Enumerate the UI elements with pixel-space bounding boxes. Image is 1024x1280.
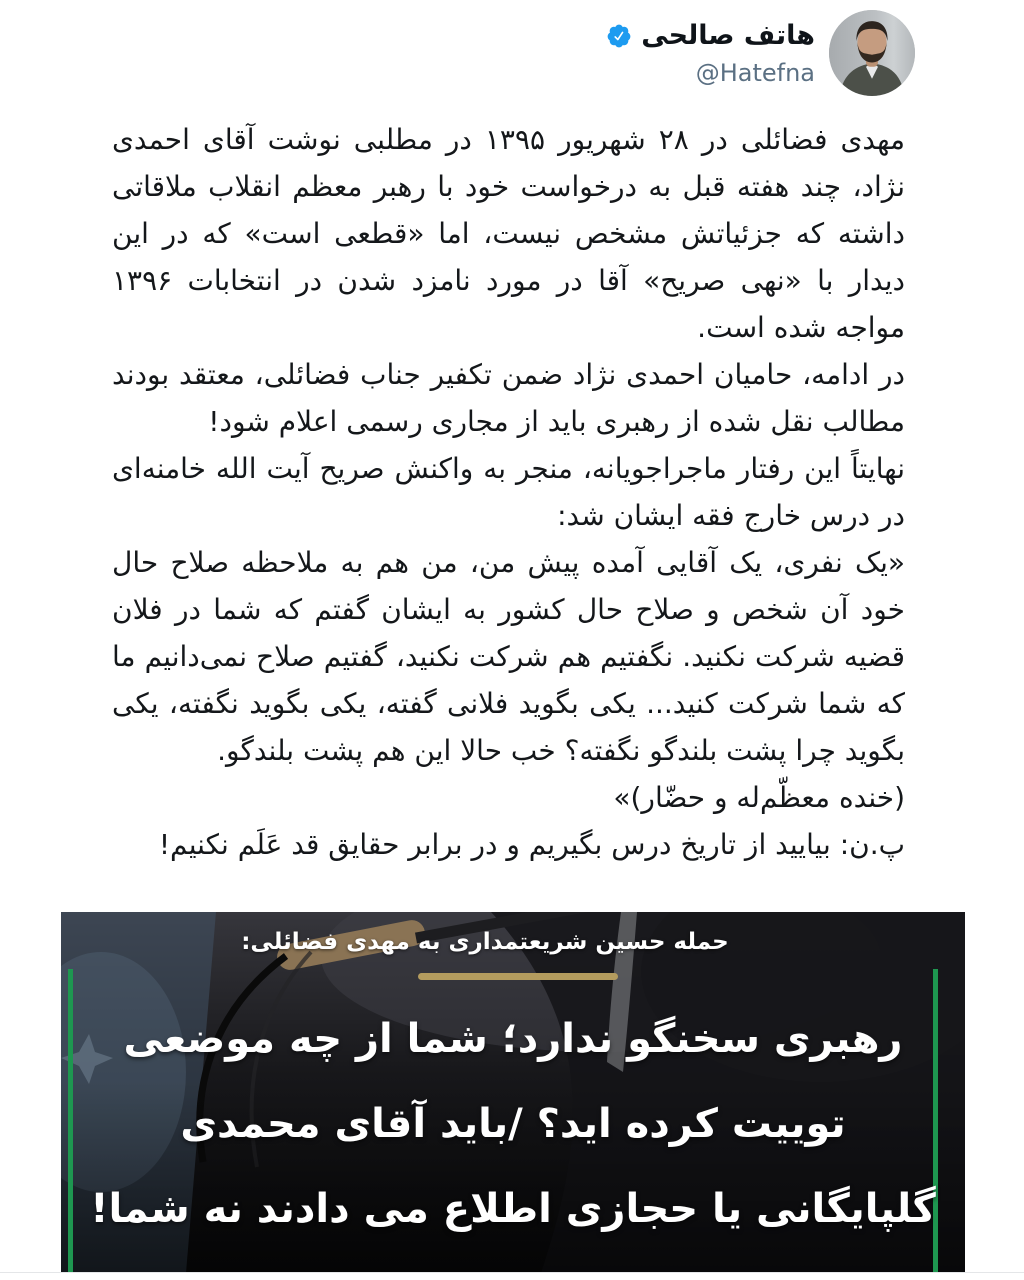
verified-badge-icon bbox=[606, 23, 632, 49]
tweet-paragraph: (خنده معظّم‌له و حضّار)» bbox=[613, 781, 905, 814]
green-accent-bar-left bbox=[68, 969, 73, 1273]
avatar[interactable] bbox=[829, 10, 915, 96]
author-handle[interactable]: @Hatefna bbox=[695, 59, 815, 87]
author-block bbox=[606, 10, 815, 87]
image-headline-line: گلپایگانی یا حجازی اطلاع می دادند نه شما! bbox=[90, 1186, 936, 1232]
image-headline bbox=[85, 997, 941, 1252]
tweet-paragraph: مهدی فضائلی در ۲۸ شهریور ۱۳۹۵ در مطلبی نوشت آقای احمدی نژاد، چند هفته قبل به درخواست خود با رهبر معظم انقلاب ملاقاتی داشته که جزئیاتش مشخص نیست، اما «قطعی است» که در این دیدار با «نهی صریح» آقا در مورد نامزد شدن در انتخابات ۱۳۹۶ مواجه شده است. bbox=[112, 123, 905, 344]
image-headline-line: توییت کرده اید؟ /باید آقای محمدی bbox=[180, 1101, 846, 1147]
gold-divider bbox=[418, 973, 618, 980]
tweet-image[interactable] bbox=[61, 912, 965, 1273]
image-headline-line: رهبری سخنگو ندارد؛ شما از چه موضعی bbox=[123, 1016, 903, 1062]
bottom-strip bbox=[0, 1272, 1024, 1280]
author-name-row bbox=[606, 20, 815, 51]
tweet-paragraph: پ.ن: بیایید از تاریخ درس بگیریم و در برابر حقایق قد عَلَم نکنیم! bbox=[158, 828, 905, 861]
tweet-paragraph: نهایتاً این رفتار ماجراجویانه، منجر به واکنش صریح آیت الله خامنه‌ای در درس خارج فقه ایشان شد: bbox=[112, 452, 905, 532]
tweet-text bbox=[112, 116, 905, 868]
tweet-paragraph: «یک نفری، یک آقایی آمده پیش من، من هم به ملاحظه صلاح حال خود آن شخص و صلاح حال کشور به ایشان گفتم که شما در فلان قضیه شرکت نکنید. نگفتیم هم شرکت نکنید، گفتیم صلاح نمی‌دانیم ما که شما شرکت کنید... یکی بگوید فلانی گفته، یکی بگوید نگفته، یکی بگوید چرا پشت بلندگو نگفته؟ خب حالا این هم پشت بلندگو. bbox=[112, 546, 905, 767]
tweet-header bbox=[606, 10, 915, 96]
author-name[interactable]: هاتف صالحی bbox=[641, 20, 815, 51]
avatar-portrait-icon bbox=[829, 10, 915, 96]
tweet-paragraph: در ادامه، حامیان احمدی نژاد ضمن تکفیر جناب فضائلی، معتقد بودند مطالب نقل شده از رهبری باید از مجاری رسمی اعلام شود! bbox=[112, 358, 905, 438]
image-kicker-text: حمله حسین شریعتمداری به مهدی فضائلی: bbox=[241, 929, 729, 955]
